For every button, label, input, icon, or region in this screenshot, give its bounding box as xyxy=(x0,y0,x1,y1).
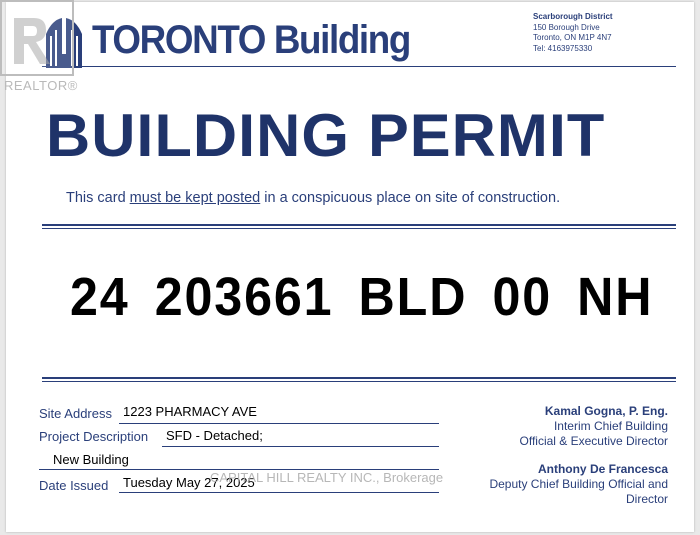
signatory-2-name: Anthony De Francesca xyxy=(537,462,668,476)
realtor-label: REALTOR® xyxy=(4,78,78,93)
signatory-deputy-chief xyxy=(438,462,668,507)
page-title: BUILDING PERMIT xyxy=(46,102,606,169)
signatory-2-title-line-1: Deputy Chief Building Official and xyxy=(489,477,668,491)
notice-text-after: in a conspicuous place on site of construction. xyxy=(260,190,561,206)
permit-number: 24 203661 BLD 00 NH xyxy=(70,267,654,327)
logo-wordmark: TORONTO Building xyxy=(92,18,410,62)
site-address-label: Site Address xyxy=(39,406,112,421)
header-divider xyxy=(42,66,676,67)
office-phone: Tel: 4163975330 xyxy=(533,43,593,53)
office-district: Scarborough District xyxy=(533,12,613,21)
site-address-underline xyxy=(119,423,439,424)
project-description-value: SFD - Detached; xyxy=(166,428,263,443)
project-description-value-2: New Building xyxy=(53,452,129,467)
permit-number-bottom-divider xyxy=(42,377,676,382)
date-issued-label: Date Issued xyxy=(39,478,109,493)
notice-text-underlined: must be kept posted xyxy=(129,190,261,206)
realtor-logo-icon xyxy=(0,0,76,78)
signatory-1-name: Kamal Gogna, P. Eng. xyxy=(544,404,668,418)
signatory-2-title-line-2: Director xyxy=(625,492,668,506)
district-office-address xyxy=(533,12,613,54)
posting-notice xyxy=(66,190,560,206)
project-description-label: Project Description xyxy=(39,429,149,444)
date-issued-underline xyxy=(119,492,439,493)
office-street: 150 Borough Drive xyxy=(533,22,600,32)
notice-text-before: This card xyxy=(66,190,130,206)
project-description-underline xyxy=(162,446,439,447)
office-city: Toronto, ON M1P 4N7 xyxy=(533,33,612,42)
building-permit-card xyxy=(6,2,694,532)
brokerage-watermark: CAPITAL HILL REALTY INC., Brokerage xyxy=(210,470,444,485)
signatory-chief-building-official xyxy=(468,404,668,449)
permit-number-top-divider xyxy=(42,224,676,229)
signatory-1-title-line-1: Interim Chief Building xyxy=(553,419,668,433)
date-issued-value: Tuesday May 27, 2025 xyxy=(123,475,255,490)
signatory-1-title-line-2: Official & Executive Director xyxy=(519,434,668,448)
site-address-value: 1223 PHARMACY AVE xyxy=(123,404,257,419)
